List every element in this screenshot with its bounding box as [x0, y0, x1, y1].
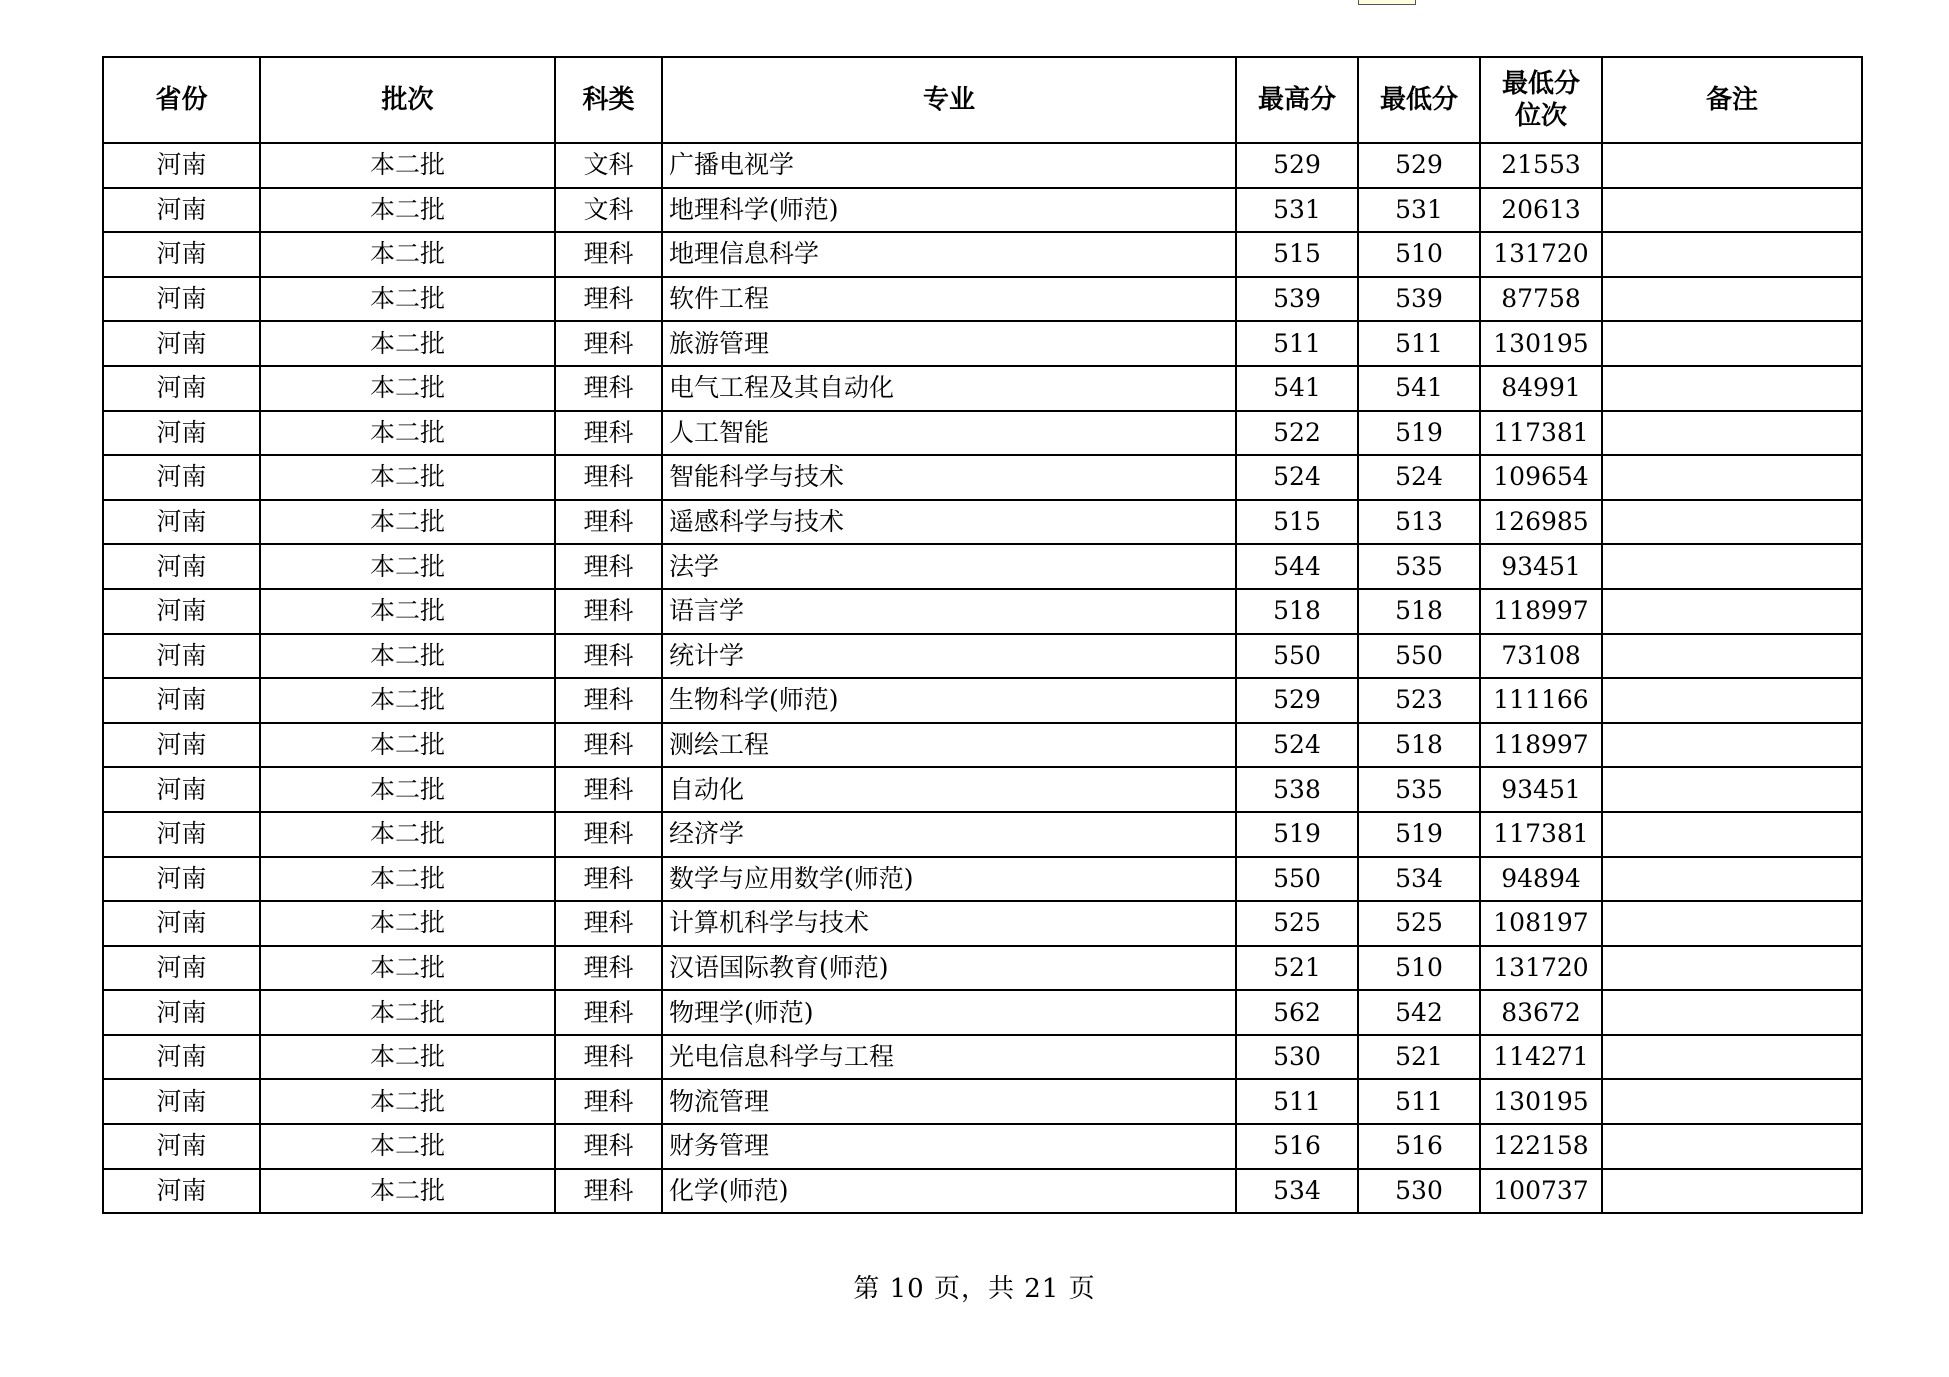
cell-min-rank: 83672 [1480, 990, 1602, 1035]
cell-category: 理科 [555, 990, 662, 1035]
cell-remark [1602, 946, 1862, 991]
cell-min-rank: 93451 [1480, 767, 1602, 812]
cell-remark [1602, 1124, 1862, 1169]
table-row [103, 901, 1862, 946]
cell-batch: 本二批 [260, 277, 555, 322]
cell-batch: 本二批 [260, 857, 555, 902]
cell-province: 河南 [103, 455, 260, 500]
cell-major: 电气工程及其自动化 [662, 366, 1236, 411]
cell-min-rank: 94894 [1480, 857, 1602, 902]
cell-batch: 本二批 [260, 589, 555, 634]
cell-min-score: 530 [1358, 1169, 1480, 1214]
cell-batch: 本二批 [260, 366, 555, 411]
cell-category: 理科 [555, 366, 662, 411]
table-row [103, 1124, 1862, 1169]
cell-province: 河南 [103, 500, 260, 545]
cell-min-rank: 118997 [1480, 589, 1602, 634]
cell-province: 河南 [103, 1169, 260, 1214]
cell-max-score: 511 [1236, 321, 1358, 366]
cell-remark [1602, 990, 1862, 1035]
cell-category: 理科 [555, 901, 662, 946]
header-remark: 备注 [1602, 57, 1862, 143]
header-max-score: 最高分 [1236, 57, 1358, 143]
cell-major: 计算机科学与技术 [662, 901, 1236, 946]
cell-category: 理科 [555, 500, 662, 545]
table-row [103, 812, 1862, 857]
cell-province: 河南 [103, 589, 260, 634]
cell-min-score: 518 [1358, 723, 1480, 768]
cell-min-score: 510 [1358, 232, 1480, 277]
header-min-rank-line1: 最低分 [1501, 69, 1580, 99]
cell-max-score: 515 [1236, 500, 1358, 545]
cell-batch: 本二批 [260, 143, 555, 188]
page-number: 第 10 页，共 21 页 [853, 1274, 1096, 1304]
cell-max-score: 529 [1236, 143, 1358, 188]
cell-province: 河南 [103, 678, 260, 723]
cell-batch: 本二批 [260, 232, 555, 277]
cell-min-score: 525 [1358, 901, 1480, 946]
cell-province: 河南 [103, 901, 260, 946]
table-row [103, 946, 1862, 991]
header-province: 省份 [103, 57, 260, 143]
cell-province: 河南 [103, 321, 260, 366]
cell-province: 河南 [103, 767, 260, 812]
cell-max-score: 529 [1236, 678, 1358, 723]
cell-province: 河南 [103, 277, 260, 322]
cell-max-score: 550 [1236, 634, 1358, 679]
cell-category: 理科 [555, 1079, 662, 1124]
cell-min-rank: 87758 [1480, 277, 1602, 322]
cell-max-score: 541 [1236, 366, 1358, 411]
table-row [103, 544, 1862, 589]
header-min-rank [1480, 57, 1602, 143]
cell-remark [1602, 455, 1862, 500]
cell-remark [1602, 366, 1862, 411]
cell-min-rank: 131720 [1480, 946, 1602, 991]
cell-category: 理科 [555, 277, 662, 322]
cell-min-rank: 122158 [1480, 1124, 1602, 1169]
table-row [103, 723, 1862, 768]
annotation-stamp [1358, 0, 1416, 5]
cell-max-score: 544 [1236, 544, 1358, 589]
header-min-score: 最低分 [1358, 57, 1480, 143]
cell-major: 广播电视学 [662, 143, 1236, 188]
table-row [103, 678, 1862, 723]
cell-max-score: 538 [1236, 767, 1358, 812]
cell-major: 财务管理 [662, 1124, 1236, 1169]
cell-remark [1602, 723, 1862, 768]
cell-province: 河南 [103, 634, 260, 679]
cell-min-score: 519 [1358, 812, 1480, 857]
cell-remark [1602, 321, 1862, 366]
cell-max-score: 522 [1236, 411, 1358, 456]
cell-min-score: 535 [1358, 767, 1480, 812]
cell-major: 测绘工程 [662, 723, 1236, 768]
cell-batch: 本二批 [260, 1079, 555, 1124]
cell-major: 地理科学(师范) [662, 188, 1236, 233]
cell-max-score: 511 [1236, 1079, 1358, 1124]
cell-category: 理科 [555, 544, 662, 589]
cell-min-rank: 93451 [1480, 544, 1602, 589]
table-row [103, 1079, 1862, 1124]
cell-major: 智能科学与技术 [662, 455, 1236, 500]
cell-min-rank: 118997 [1480, 723, 1602, 768]
cell-remark [1602, 500, 1862, 545]
cell-min-rank: 130195 [1480, 1079, 1602, 1124]
cell-remark [1602, 857, 1862, 902]
cell-category: 文科 [555, 143, 662, 188]
cell-major: 软件工程 [662, 277, 1236, 322]
cell-batch: 本二批 [260, 321, 555, 366]
cell-category: 理科 [555, 812, 662, 857]
cell-remark [1602, 812, 1862, 857]
cell-category: 理科 [555, 767, 662, 812]
cell-major: 物理学(师范) [662, 990, 1236, 1035]
cell-category: 理科 [555, 321, 662, 366]
cell-province: 河南 [103, 857, 260, 902]
cell-category: 理科 [555, 723, 662, 768]
cell-batch: 本二批 [260, 723, 555, 768]
cell-min-score: 518 [1358, 589, 1480, 634]
cell-max-score: 530 [1236, 1035, 1358, 1080]
cell-min-score: 519 [1358, 411, 1480, 456]
cell-min-score: 521 [1358, 1035, 1480, 1080]
cell-major: 语言学 [662, 589, 1236, 634]
cell-min-rank: 21553 [1480, 143, 1602, 188]
cell-max-score: 524 [1236, 723, 1358, 768]
cell-batch: 本二批 [260, 1035, 555, 1080]
cell-min-rank: 114271 [1480, 1035, 1602, 1080]
cell-category: 文科 [555, 188, 662, 233]
cell-min-rank: 100737 [1480, 1169, 1602, 1214]
cell-min-score: 531 [1358, 188, 1480, 233]
cell-max-score: 519 [1236, 812, 1358, 857]
table-header-row [103, 57, 1862, 143]
cell-major: 人工智能 [662, 411, 1236, 456]
cell-batch: 本二批 [260, 1169, 555, 1214]
cell-remark [1602, 143, 1862, 188]
header-category: 科类 [555, 57, 662, 143]
cell-max-score: 534 [1236, 1169, 1358, 1214]
cell-batch: 本二批 [260, 500, 555, 545]
header-batch: 批次 [260, 57, 555, 143]
cell-remark [1602, 1035, 1862, 1080]
cell-province: 河南 [103, 990, 260, 1035]
cell-major: 法学 [662, 544, 1236, 589]
cell-remark [1602, 634, 1862, 679]
cell-remark [1602, 188, 1862, 233]
cell-min-rank: 126985 [1480, 500, 1602, 545]
cell-min-rank: 73108 [1480, 634, 1602, 679]
cell-remark [1602, 678, 1862, 723]
cell-major: 汉语国际教育(师范) [662, 946, 1236, 991]
cell-remark [1602, 544, 1862, 589]
cell-remark [1602, 411, 1862, 456]
table-row [103, 857, 1862, 902]
cell-province: 河南 [103, 946, 260, 991]
cell-major: 旅游管理 [662, 321, 1236, 366]
cell-batch: 本二批 [260, 455, 555, 500]
cell-min-rank: 130195 [1480, 321, 1602, 366]
cell-category: 理科 [555, 589, 662, 634]
cell-category: 理科 [555, 1035, 662, 1080]
cell-batch: 本二批 [260, 946, 555, 991]
cell-province: 河南 [103, 1079, 260, 1124]
cell-batch: 本二批 [260, 1124, 555, 1169]
table-row [103, 366, 1862, 411]
cell-max-score: 515 [1236, 232, 1358, 277]
cell-min-rank: 111166 [1480, 678, 1602, 723]
cell-max-score: 562 [1236, 990, 1358, 1035]
cell-major: 地理信息科学 [662, 232, 1236, 277]
cell-batch: 本二批 [260, 678, 555, 723]
cell-min-score: 516 [1358, 1124, 1480, 1169]
cell-category: 理科 [555, 857, 662, 902]
cell-category: 理科 [555, 634, 662, 679]
cell-batch: 本二批 [260, 634, 555, 679]
cell-min-rank: 108197 [1480, 901, 1602, 946]
cell-min-score: 523 [1358, 678, 1480, 723]
cell-min-score: 542 [1358, 990, 1480, 1035]
cell-remark [1602, 589, 1862, 634]
cell-remark [1602, 1079, 1862, 1124]
cell-min-score: 513 [1358, 500, 1480, 545]
cell-province: 河南 [103, 544, 260, 589]
table-row [103, 232, 1862, 277]
cell-province: 河南 [103, 366, 260, 411]
cell-major: 自动化 [662, 767, 1236, 812]
cell-batch: 本二批 [260, 544, 555, 589]
table-row [103, 589, 1862, 634]
cell-category: 理科 [555, 232, 662, 277]
cell-max-score: 521 [1236, 946, 1358, 991]
table-row [103, 500, 1862, 545]
cell-province: 河南 [103, 188, 260, 233]
cell-major: 经济学 [662, 812, 1236, 857]
cell-batch: 本二批 [260, 767, 555, 812]
table-row [103, 634, 1862, 679]
cell-major: 统计学 [662, 634, 1236, 679]
cell-remark [1602, 277, 1862, 322]
cell-category: 理科 [555, 411, 662, 456]
cell-province: 河南 [103, 1124, 260, 1169]
cell-category: 理科 [555, 1124, 662, 1169]
cell-major: 光电信息科学与工程 [662, 1035, 1236, 1080]
cell-min-rank: 131720 [1480, 232, 1602, 277]
table-row [103, 1169, 1862, 1214]
cell-min-score: 510 [1358, 946, 1480, 991]
table-row [103, 990, 1862, 1035]
cell-min-rank: 84991 [1480, 366, 1602, 411]
cell-min-score: 541 [1358, 366, 1480, 411]
cell-category: 理科 [555, 946, 662, 991]
cell-province: 河南 [103, 812, 260, 857]
cell-major: 生物科学(师范) [662, 678, 1236, 723]
cell-batch: 本二批 [260, 901, 555, 946]
cell-min-score: 534 [1358, 857, 1480, 902]
admission-scores-table [102, 56, 1863, 1214]
cell-major: 遥感科学与技术 [662, 500, 1236, 545]
cell-province: 河南 [103, 1035, 260, 1080]
table-row [103, 188, 1862, 233]
cell-min-score: 535 [1358, 544, 1480, 589]
cell-remark [1602, 232, 1862, 277]
cell-max-score: 516 [1236, 1124, 1358, 1169]
cell-province: 河南 [103, 232, 260, 277]
cell-max-score: 531 [1236, 188, 1358, 233]
cell-max-score: 518 [1236, 589, 1358, 634]
cell-batch: 本二批 [260, 812, 555, 857]
table-row [103, 455, 1862, 500]
table-row [103, 321, 1862, 366]
cell-min-score: 529 [1358, 143, 1480, 188]
cell-category: 理科 [555, 678, 662, 723]
cell-province: 河南 [103, 411, 260, 456]
cell-major: 化学(师范) [662, 1169, 1236, 1214]
cell-min-score: 511 [1358, 1079, 1480, 1124]
cell-min-rank: 117381 [1480, 411, 1602, 456]
cell-max-score: 550 [1236, 857, 1358, 902]
cell-remark [1602, 1169, 1862, 1214]
cell-remark [1602, 767, 1862, 812]
cell-category: 理科 [555, 1169, 662, 1214]
cell-min-rank: 109654 [1480, 455, 1602, 500]
header-min-rank-line2: 位次 [1514, 101, 1567, 131]
table-row [103, 277, 1862, 322]
cell-major: 物流管理 [662, 1079, 1236, 1124]
cell-max-score: 524 [1236, 455, 1358, 500]
table-row [103, 411, 1862, 456]
cell-province: 河南 [103, 723, 260, 768]
cell-min-rank: 20613 [1480, 188, 1602, 233]
cell-major: 数学与应用数学(师范) [662, 857, 1236, 902]
cell-min-score: 511 [1358, 321, 1480, 366]
cell-max-score: 525 [1236, 901, 1358, 946]
table-body [103, 143, 1862, 1213]
cell-remark [1602, 901, 1862, 946]
cell-batch: 本二批 [260, 188, 555, 233]
cell-batch: 本二批 [260, 411, 555, 456]
table-row [103, 1035, 1862, 1080]
cell-min-score: 524 [1358, 455, 1480, 500]
cell-min-rank: 117381 [1480, 812, 1602, 857]
table-row [103, 143, 1862, 188]
cell-category: 理科 [555, 455, 662, 500]
header-major: 专业 [662, 57, 1236, 143]
cell-batch: 本二批 [260, 990, 555, 1035]
cell-max-score: 539 [1236, 277, 1358, 322]
table-row [103, 767, 1862, 812]
cell-min-score: 539 [1358, 277, 1480, 322]
cell-province: 河南 [103, 143, 260, 188]
cell-min-score: 550 [1358, 634, 1480, 679]
